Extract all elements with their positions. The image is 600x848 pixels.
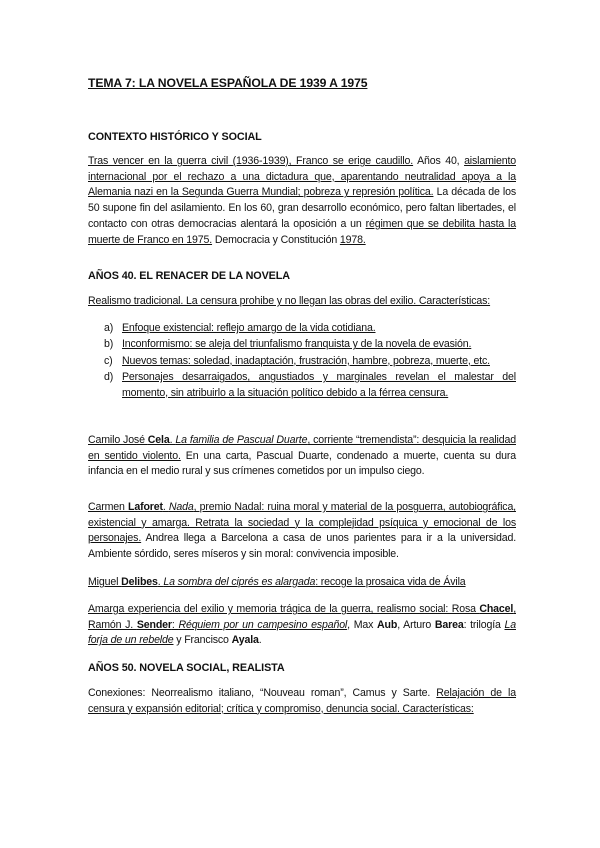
text-run: Andrea llega a Barcelona a casa de unos parientes para ir a la universidad. Ambiente sórdido, seres míseros y sin moral: convivencia imposible. bbox=[88, 532, 516, 561]
paragraph-cela bbox=[88, 433, 516, 480]
document-title: TEMA 7: LA NOVELA ESPAÑOLA DE 1939 A 1975 bbox=[88, 76, 368, 90]
author-name: Barea bbox=[434, 618, 464, 631]
text-run: . bbox=[157, 576, 164, 588]
text-run: , premio Nadal: ruina moral y material de la posguerra, autobiográfica, existencial y amarga. Retrata la sociedad y la complejidad psíquica y emocional de los personajes. bbox=[88, 501, 516, 545]
text-run: , Arturo bbox=[397, 618, 435, 631]
list-marker: d) bbox=[104, 371, 114, 384]
author-name: Aub bbox=[377, 618, 398, 631]
text-run: , corriente “tremendista”: desquicia la realidad en sentido violento. bbox=[88, 434, 516, 462]
text-run: . bbox=[162, 501, 169, 513]
work-title: Nada bbox=[168, 501, 194, 513]
work-title: La forja de un rebelde bbox=[88, 618, 516, 647]
work-title: La sombra del ciprés es alargada bbox=[163, 576, 316, 588]
text-run: En una carta, Pascual Duarte, condenado a muerte, cuenta su dura infancia en el medio rural y sus crímenes cometidos por un impulso ciego. bbox=[88, 449, 516, 478]
list-item bbox=[88, 321, 516, 336]
author-name: Sender bbox=[136, 618, 172, 631]
text-run: Democracia y Constitución bbox=[212, 233, 340, 246]
text-run: . bbox=[258, 634, 262, 647]
list-item-text: Enfoque existencial: reflejo amargo de la vida cotidiana. bbox=[122, 322, 376, 334]
heading-contexto: CONTEXTO HISTÓRICO Y SOCIAL bbox=[88, 131, 262, 143]
text-run: : bbox=[171, 618, 179, 631]
paragraph-anos40-intro: Realismo tradicional. La censura prohibe y no llegan las obras del exilio. Características: bbox=[88, 295, 491, 307]
work-title: La familia de Pascual Duarte bbox=[175, 434, 308, 446]
text-run: régimen que se debilita hasta la muerte de Franco en 1975. bbox=[88, 217, 516, 246]
text-run: , Max bbox=[347, 618, 378, 631]
list-item bbox=[88, 354, 516, 369]
text-run: . bbox=[169, 434, 176, 446]
text-run: Carmen bbox=[88, 501, 129, 513]
text-run: Conexiones: Neorrealismo italiano, “Nouveau roman”, Camus y Sarte. bbox=[88, 687, 437, 699]
list-item bbox=[88, 370, 516, 401]
list-marker: b) bbox=[104, 338, 114, 351]
text-run: Amarga experiencia del exilio y memoria trágica de la guerra, realismo social: Rosa bbox=[88, 603, 480, 615]
list-marker: a) bbox=[104, 322, 114, 334]
text-run: : trilogía bbox=[463, 618, 505, 631]
list-marker: c) bbox=[104, 354, 113, 367]
author-name: Chacel bbox=[479, 603, 514, 615]
text-run: aislamiento internacional por el rechazo a una dictadura que, aparentando neutralidad apoya a la Alemania nazi en la Segunda Guerra Mundial; pobreza y represión política. bbox=[88, 155, 516, 199]
author-name: Cela bbox=[147, 434, 170, 446]
heading-anos40: AÑOS 40. EL RENACER DE LA NOVELA bbox=[88, 270, 290, 282]
list-item-text: Personajes desarraigados, angustiados y marginales revelan el malestar del momento, sin atribuirlo a la situación político debido a la férrea censura. bbox=[122, 371, 516, 399]
text-run: Miguel bbox=[88, 576, 122, 588]
text-run: La década de los 50 supone fin del asilamiento. En los 60, gran desarrollo económico, pero faltan libertades, el contacto con otras democracias alentará la oposición a un bbox=[88, 186, 517, 230]
work-title: Réquiem por un campesino español bbox=[178, 618, 348, 631]
heading-anos50: AÑOS 50. NOVELA SOCIAL, REALISTA bbox=[88, 662, 285, 674]
author-name: Delibes bbox=[121, 576, 158, 588]
paragraph-anos50 bbox=[88, 686, 516, 717]
text-run: : recoge la prosaica vida de Ávila bbox=[315, 576, 466, 588]
characteristics-list bbox=[88, 321, 516, 402]
list-item-text: Nuevos temas: soledad, inadaptación, frustración, hambre, pobreza, muerte, etc. bbox=[122, 354, 490, 367]
text-run: Relajación de la censura y expansión editorial; crítica y compromiso, denuncia social. Características: bbox=[88, 687, 516, 715]
list-item-text: Inconformismo: se aleja del triunfalismo franquista y de la novela de evasión. bbox=[122, 338, 472, 351]
text-run: Tras vencer en la guerra civil (1936-1939), Franco se erige caudillo. bbox=[88, 155, 414, 167]
text-run: Camilo José bbox=[88, 434, 148, 446]
list-item bbox=[88, 337, 516, 352]
text-run: y Francisco bbox=[173, 634, 232, 647]
author-name: Ayala bbox=[231, 634, 259, 647]
text-run: Años 40, bbox=[413, 155, 465, 167]
author-name: Laforet bbox=[128, 501, 163, 513]
paragraph-laforet bbox=[88, 500, 516, 563]
paragraph-delibes bbox=[88, 575, 516, 591]
text-run: , Ramón J. bbox=[88, 603, 516, 631]
text-run: 1978. bbox=[339, 233, 366, 246]
paragraph-contexto bbox=[88, 154, 516, 248]
paragraph-exilio bbox=[88, 602, 516, 649]
